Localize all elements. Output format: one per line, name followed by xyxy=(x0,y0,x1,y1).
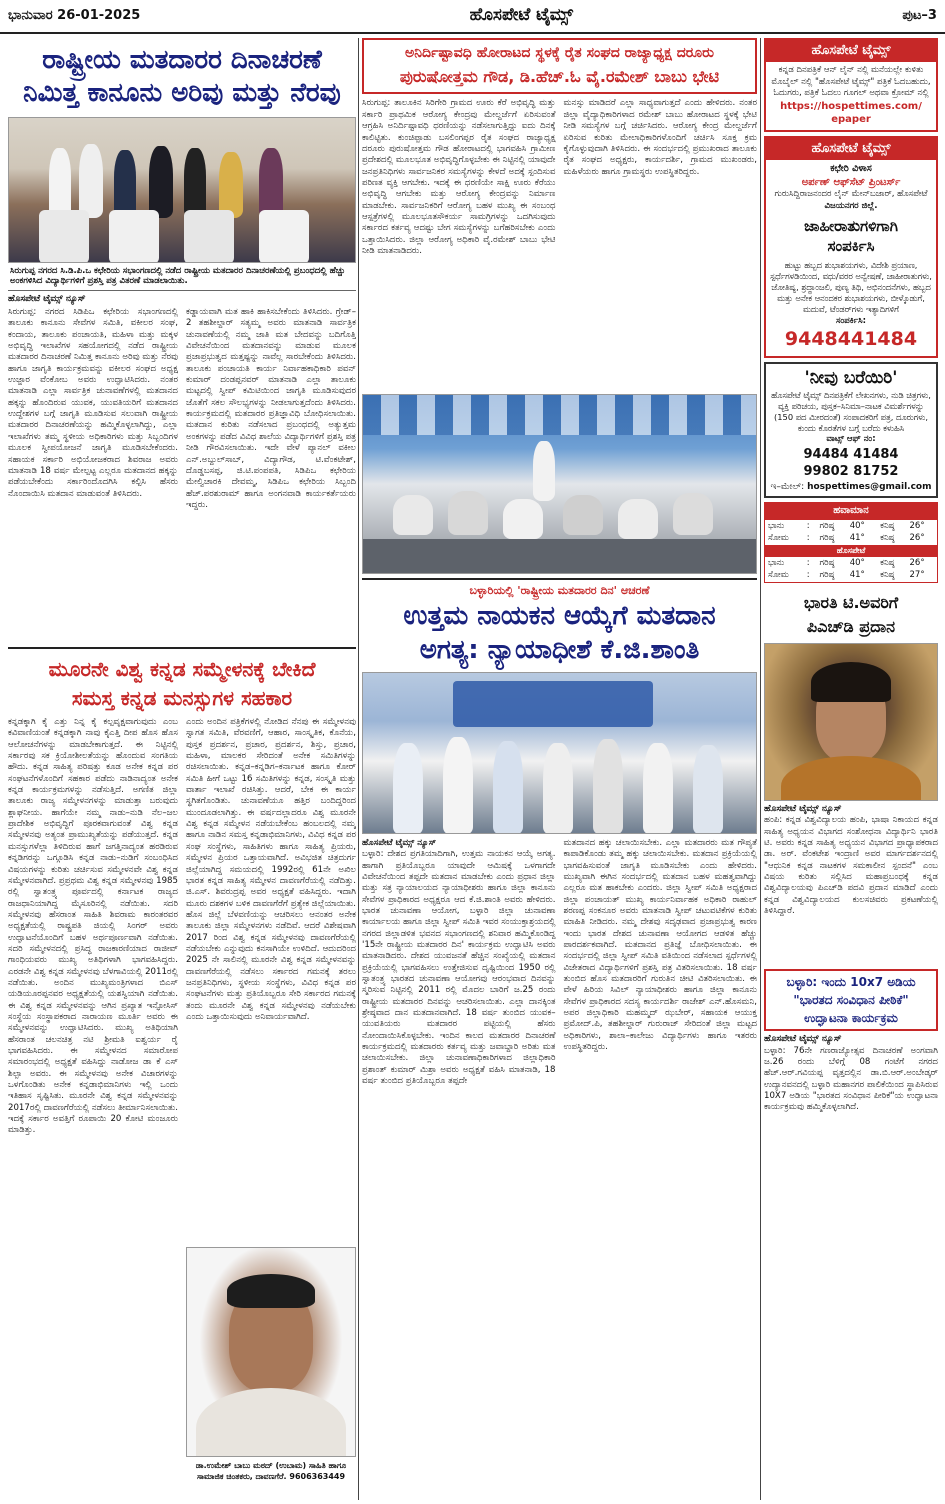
byline: ಹೊಸಪೇಟೆ ಟೈಮ್ಸ್ ನ್ಯೂಸ್ xyxy=(764,1034,842,1045)
article-body: ಸಿರುಗುಪ್ಪ: ತಾಲೂಕಿನ ಸಿರಿಗೇರಿ ಗ್ರಾಮದ ಊರು ಕೆರೆ ಅಭಿವೃದ್ಧಿ ಮತ್ತು ಸರ್ಕಾರಿ ಪ್ರಾಥಮಿಕ ಆರೋಗ್ಯ ಕೇಂದ್ರವು ಮೇಲ್ದರ್ಜೆಗೆ ಏರಿಸುವಂತೆ ಆಗ್ರಹಿಸಿ ಅನಿರ್ದಿಷ್ಟಾವಧಿ ಧರಣಿಯನ್ನು ನಡೆಸಲಾಗುತ್ತಿದ್ದು ಐದು ದಿನಕ್ಕೆ ಕಾಲಿಟ್ಟಿತು. ಕುಂಚಿಪ್ಪಾಡು ಬಸಲಿಂಗಪ್ಪರ ರೈತ ಸಂಘದ ರಾಜ್ಯಾಧ್ಯಕ್ಷ ದರೂರು ಪುರುಷೋತ್ತಮ ಗೌಡ ಹೋರಾಟದಲ್ಲಿ ಭಾಗವಹಿಸಿ ಗ್ರಾಮೀಣ ಪ್ರದೇಶದಲ್ಲಿ ಮೂಲಭೂತ ಅಭಿವೃದ್ಧಿಗೊಳ್ಳಬೇಕು ಈ ನಿಟ್ಟಿನಲ್ಲಿ ಯಾವುದೇ ಜನಪ್ರತಿನಿಧಿಗಳು ಸಾರ್ವಜನಿಕರ ಸಮಸ್ಯೆಗಳನ್ನು ಕೇಳದೆ ಅದಕ್ಕೆ ಸ್ಪಂದಿಸುವ ಪರಿಣತ ವ್ಯಕ್ತಿ ಆಗಬೇಕು. ಇದಕ್ಕೆ ಈ ಧರಣಿಯೇ ಸಾಕ್ಷಿ ಊರು ಕೆರೆಯು ಅಭಿವೃದ್ಧಿ ಆಗಬೇಕು ಮತ್ತು ಆರೋಗ್ಯ ಕೇಂದ್ರವನ್ನು ನಿರ್ಮಾಣ ಮಾಡಬೇಕು. ಸಾರ್ವಜನಿಕರಿಗೆ ಆರೋಗ್ಯ ಬಹಳ ಮುಖ್ಯ ಈ ಸಂಬಂಧ ಆಸ್ಪತ್ರೆಗಳಲ್ಲಿ ಮೂಲಭೂತಸೌಕರ್ಯ ಸಾಮಗ್ರಿಗಳನ್ನು ಒದಗಿಸುವುದು ಸರ್ಕಾರದ ಕರ್ತವ್ಯ ಆದಷ್ಟು ಬೇಗ ಸಮಸ್ಯೆಗಳನ್ನು ಬಗೆಹರಿಸಬೇಕು ಎಂದು ಒತ್ತಾಯಿಸಿದರು. ಜಿಲ್ಲಾ ಆರೋಗ್ಯ ಅಧಿಕಾರಿ ವೈ.ರಮೇಶ್ ಬಾಬು ಭೇಟಿ ನೀಡಿ ಮಾತನಾಡಿದರು. ಮನಸ್ಸು ಮಾಡಿದರೆ ಎಲ್ಲಾ ಸಾಧ್ಯವಾಗುತ್ತದೆ ಎಂದು ಹೇಳಿದರು. ನಂತರ ಜಿಲ್ಲಾ ವೈದ್ಯಾಧಿಕಾರಿಗಳಾದ ರಮೇಶ್ ಬಾಬು ಹೋರಾಟದ ಸ್ಥಳಕ್ಕೆ ಭೇಟಿ ನೀಡಿ ಸಮಸ್ಯೆಗಳ ಬಗ್ಗೆ ಚರ್ಚಿಸಿದರು. ಆರೋಗ್ಯ ಕೇಂದ್ರ ಮೇಲ್ದರ್ಜೆಗೆ ಏರಿಸುವ ಕುರಿತು ಮೇಲಾಧಿಕಾರಿಗಳೊಂದಿಗೆ ಚರ್ಚಿಸಿ ಸೂಕ್ತ ಕ್ರಮ ಕೈಗೊಳ್ಳುವುದಾಗಿ ತಿಳಿಸಿದರು. ಈ ಸಂದರ್ಭದಲ್ಲಿ ಪ್ರಮುಖರಾದ ತಾಲೂಕು ರೈತ ಸಂಘದ ಅಧ್ಯಕ್ಷರು, ಕಾರ್ಯದರ್ಶಿ, ಗ್ರಾಮದ ಮುಖಂಡರು, ಮಹಿಳೆಯರು ಹಾಗೂ ಗ್ರಾಮಸ್ಥರು ಉಪಸ್ಥಿತರಿದ್ದರು. xyxy=(362,98,757,256)
pledge-photo xyxy=(362,672,757,834)
page-number: ಪುಟ–3 xyxy=(902,7,937,23)
whatsapp-number: 94484 41484 xyxy=(803,446,899,462)
article-headline: ಉತ್ತಮ ನಾಯಕನ ಆಯ್ಕೆಗೆ ಮತದಾನ ಅಗತ್ಯ: ನ್ಯಾಯಾಧೀಶೆ ಕೆ.ಜಿ.ಶಾಂತಿ xyxy=(403,601,716,666)
paper-name: ಹೊಸಪೇಟೆ ಟೈಮ್ಸ್ xyxy=(469,5,574,26)
epaper-ad xyxy=(764,38,938,132)
write-to-us-ad: 'ನೀವು ಬರೆಯಿರಿ' ಹೊಸಪೇಟೆ ಟೈಮ್ಸ್ ದಿನಪತ್ರಿಕೆಗೆ ಲೇಖನಗಳು, ನುಡಿ ಚಿತ್ರಗಳು, ವ್ಯಕ್ತಿ ಪರಿಚಯ, ಪುಸ್ತಕ–ಸಿನಿಮಾ–ನಾಟಕ ವಿಮರ್ಶೆಗಳನ್ನು (150 ಪದ ಮೀರದಂತೆ) ಸಂಪಾದಕರಿಗೆ ಪತ್ರ, ದೂರುಗಳು, ಕುಂದು ಕೊರತೆಗಳ ಬಗ್ಗೆ ಬರೆದು ಕಳುಹಿಸಿ ವಾಟ್ಸ್ ಆಫ್ ನಂ: 94484 41484 99802 81752 ಇ–ಮೇಲ್: hospettimes@gmail.com xyxy=(764,362,938,498)
byline: ಹೊಸಪೇಟೆ ಟೈಮ್ಸ್ ನ್ಯೂಸ್ xyxy=(8,293,86,304)
weather-row: ಭಾನು : ಗರಿಷ್ಠ 40° ಕನಿಷ್ಠ 26° xyxy=(768,557,925,568)
article-body: ಹಂಪಿ: ಕನ್ನಡ ವಿಶ್ವವಿದ್ಯಾಲಯ ಹಂಪಿ, ಭಾಷಾ ನಿಕಾಯದ ಕನ್ನಡ ಸಾಹಿತ್ಯ ಅಧ್ಯಯನ ವಿಭಾಗದ ಸಂಶೋಧನಾ ವಿದ್ಯಾರ್ಥಿನಿ ಭಾರತಿ ಟಿ. ಅವರು ಕನ್ನಡ ಸಾಹಿತ್ಯ ಅಧ್ಯಯನ ವಿಭಾಗದ ಪ್ರಾಧ್ಯಾಪಕರಾದ ಡಾ. ಅರ್. ವೆಂಕಟೇಶ ಇಂದ್ರಾಣಿ ಅವರ ಮಾರ್ಗದರ್ಶನದಲ್ಲಿ "ಆಧುನಿಕ ಕನ್ನಡ ನಾಟಕಗಳ ಸಮಕಾಲೀನ ಸ್ಪಂದನೆ" ಎಂಬ ವಿಷಯ ಕುರಿತು ಸಲ್ಲಿಸಿದ ಮಹಾಪ್ರಬಂಧಕ್ಕೆ ಕನ್ನಡ ವಿಶ್ವವಿದ್ಯಾಲಯವು ಪಿಎಚ್‌ಡಿ ಪದವಿ ಪ್ರದಾನ ಮಾಡಿದೆ ಎಂದು ಕನ್ನಡ ವಿಶ್ವವಿದ್ಯಾಲಯದ ಕುಲಸಚಿವರು ಪ್ರಕಟಣೆಯಲ್ಲಿ ತಿಳಿಸಿದ್ದಾರೆ. xyxy=(764,815,938,917)
column-rule xyxy=(760,38,761,1500)
article-headline: ಬಳ್ಳಾರಿ: ಇಂದು 10x7 ಅಡಿಯ "ಭಾರತದ ಸಂವಿಧಾನ ಪೀಠಿಕೆ" ಉದ್ಘಾಟನಾ ಕಾರ್ಯಕ್ರಮ xyxy=(764,969,938,1031)
column-rule xyxy=(358,38,359,1500)
ad-title: ಹೊಸಪೇಟೆ ಟೈಮ್ಸ್ xyxy=(766,40,936,62)
masthead xyxy=(0,0,945,34)
byline: ಹೊಸಪೇಟೆ ಟೈಮ್ಸ್ ನ್ಯೂಸ್ xyxy=(764,804,842,815)
article-world-kannada-conference xyxy=(8,653,356,1504)
weather-subtitle: ಹೊಸಪೇಟೆ xyxy=(765,545,937,557)
article-headline: ಭಾರತಿ ಟಿ.ಅವರಿಗೆ ಪಿಎಚ್‌ಡಿ ಪ್ರದಾನ xyxy=(803,593,899,637)
portrait-photo xyxy=(764,643,938,801)
article-protest-sirigeri xyxy=(362,38,757,574)
ad-heading: ಜಾಹೀರಾತುಗಳಿಗಾಗಿ xyxy=(804,217,898,236)
article-constitution-preamble xyxy=(764,969,938,1129)
ad-phone: 9448441484 xyxy=(784,328,918,351)
epaper-link-suffix[interactable]: epaper xyxy=(831,114,871,126)
byline: ಹೊಸಪೇಟೆ ಟೈಮ್ಸ್ ನ್ಯೂಸ್ xyxy=(362,837,437,848)
advertising-ad: ಹೊಸಪೇಟೆ ಟೈಮ್ಸ್ ಕಛೇರಿ ವಿಳಾಸ ಅರ್ಪಣ್ ಆಫ್‌ಸೆಟ್ ಪ್ರಿಂಟರ್ಸ್ ಗುರುಸಿದ್ದಿರಾಜನಂದರ ಲೈನ್ ಮೇನ್‌ಬಜಾರ್, ಹೊಸಪೇಟೆ ವಿಜಯನಗರ ಜಿಲ್ಲೆ. ಜಾಹೀರಾತುಗಳಿಗಾಗಿ ಸಂಪರ್ಕಿಸಿ ಹುಟ್ಟು ಹಬ್ಬದ ಶುಭಾಶಯಗಳು, ವಿದೇಶಿ ಪ್ರಯಾಣ, ಸ್ಪರ್ಧೆಗಳಡಿಯಿಂದ, ವಧು/ವರರ ಅನ್ವೇಷಣೆ, ಜಾಹೀರಾತುಗಳು, ಜೋತಿಷ್ಯ, ಶ್ರದ್ಧಾಂಜಲಿ, ಪುಣ್ಯ ತಿಥಿ, ಅಭಿನಂದನೆಗಳು, ಹಬ್ಬದ ಮತ್ತು ಅನೇಕ ಆನಂದಕರ ಶುಭಾಶಯಗಳು, ಬೀಳ್ಕೊಡುಗೆ, ಮದುವೆ, ಟೆಂಡರ್‌ಗಳು ಇತ್ಯಾದಿಗಳಿಗೆ ಸಂಪರ್ಕಿಸಿ: 9448441484 xyxy=(764,136,938,358)
article-phd-award xyxy=(764,591,938,965)
weather-box xyxy=(764,502,938,583)
weather-row: ಸೋಮ : ಗರಿಷ್ಠ 41° ಕನಿಷ್ಠ 27° xyxy=(768,570,925,581)
weather-table xyxy=(765,520,937,545)
event-photo xyxy=(8,117,356,263)
article-voters-day-sirugappa xyxy=(8,38,356,643)
column-right xyxy=(764,38,938,1130)
article-headline: ಅನಿರ್ದಿಷ್ಟಾವಧಿ ಹೋರಾಟದ ಸ್ಥಳಕ್ಕೆ ರೈತ ಸಂಘದ ರಾಜ್ಯಾಧ್ಯಕ್ಷ ದರೂರು ಪುರುಷೋತ್ತಮ ಗೌಡ, ಡಿ.ಹೆಚ್.ಓ ವೈ.ರಮೇಶ್ ಬಾಬು ಭೇಟಿ xyxy=(362,38,757,94)
article-body: ಹೊಸಪೇಟೆ ಟೈಮ್ಸ್ ನ್ಯೂಸ್ ಬಳ್ಳಾರಿ: ದೇಶದ ಪ್ರಗತಿಯಾದಿಗಾಗಿ, ಉತ್ತಮ ನಾಯಕನ ಆಯ್ಕೆ ಅಗತ್ಯ. ಹಾಗಾಗಿ ಪ್ರತಿಯೊಬ್ಬರೂ ಯಾವುದೇ ಆಮಿಷಕ್ಕೆ ಒಳಗಾಗದೇ ವಿವೇಚನೆಯಿಂದ ತಪ್ಪದೇ ಮತದಾನ ಮಾಡಬೇಕು ಎಂದು ಪ್ರಧಾನ ಜಿಲ್ಲಾ ಮತ್ತು ಸತ್ರ ನ್ಯಾಯಾಲಯದ ನ್ಯಾಯಾಧೀಶರು ಹಾಗೂ ಜಿಲ್ಲಾ ಕಾನೂನು ಸೇವೆಗಳ ಪ್ರಾಧಿಕಾರದ ಅಧ್ಯಕ್ಷರೂ ಆದ ಕೆ.ಜಿ.ಶಾಂತಿ ಅವರು ಹೇಳಿದರು. ಭಾರತ ಚುನಾವಣಾ ಆಯೋಗ, ಬಳ್ಳಾರಿ ಜಿಲ್ಲಾ ಚುನಾವಣಾ ಕಾರ್ಯಾಲಯ ಹಾಗೂ ಜಿಲ್ಲಾ ಸ್ವೀಪ್ ಸಮಿತಿ ಇವರ ಸಂಯುಕ್ತಾಶ್ರಯದಲ್ಲಿ ನಗರದ ಜಿಲ್ಲಾಡಳಿತ ಭವನದ ಸಭಾಂಗಣದಲ್ಲಿ ಶನಿವಾರ ಹಮ್ಮಿಕೊಂಡಿದ್ದ '15ನೇ ರಾಷ್ಟ್ರೀಯ ಮತದಾರರ ದಿನ' ಕಾರ್ಯಕ್ರಮ ಉದ್ಘಾಟಿಸಿ ಅವರು ಮಾತನಾಡಿದರು. ದೇಶದ ಯುವಜನತೆ ಹೆಚ್ಚಿನ ಸಂಖ್ಯೆಯಲ್ಲಿ ಮತದಾನ ಪ್ರಕ್ರಿಯೆಯಲ್ಲಿ ಭಾಗವಹಿಸಲು ಉತ್ತೇಜಿಸುವ ದೃಷ್ಟಿಯಿಂದ 1950 ರಲ್ಲಿ ಸ್ವಾತಂತ್ರ್ಯ ಭಾರತದ ಚುನಾವಣಾ ಆಯೋಗವು ಆರಂಭವಾದ ದಿನವನ್ನು ಸ್ಮರಿಸುವ ನಿಟ್ಟಿನಲ್ಲಿ 2011 ರಲ್ಲಿ ಮೊದಲ ಬಾರಿಗೆ ಜ.25 ರಂದು ರಾಷ್ಟ್ರೀಯ ಮತದಾರರ ದಿನವನ್ನು ಆಚರಿಸಲಾಯಿತು. ಎಲ್ಲಾ ದಾನಕ್ಕಿಂತ ಶ್ರೇಷ್ಠವಾದ ದಾನ ಮತದಾನವಾಗಿದೆ. 18 ವರ್ಷ ತುಂಬಿದ ಯುವಕ–ಯುವತಿಯರು ಮತದಾರರ ಪಟ್ಟಿಯಲ್ಲಿ ಹೆಸರು ನೋಂದಾಯಿಸಿಕೊಳ್ಳಬೇಕು. ಇಂದಿನ ಕಾಲದ ಮತದಾರರ ದಿನಾಚರಣೆ ಕಾರ್ಯಕ್ರಮದಲ್ಲಿ ಮತದಾರರು ಕರ್ತವ್ಯ ಮತ್ತು ಜವಾಬ್ದಾರಿ ಅರಿತು ಮತ ಚಲಾಯಿಸಬೇಕು. ಜಿಲ್ಲಾ ಚುನಾವಣಾಧಿಕಾರಿಗಳಾದ ಜಿಲ್ಲಾಧಿಕಾರಿ ಪ್ರಶಾಂತ್ ಕುಮಾರ್ ಮಿಶ್ರಾ ಅವರು ಅಧ್ಯಕ್ಷತೆ ವಹಿಸಿ ಮಾತನಾಡಿ, 18 ವರ್ಷ ತುಂಬಿದ ಪ್ರತಿಯೊಬ್ಬರೂ ತಪ್ಪದೇ ಮತದಾನದ ಹಕ್ಕು ಚಲಾಯಿಸಬೇಕು. ಎಲ್ಲಾ ಮತದಾರರು ಮತ ಗೌಪ್ಯತೆ ಕಾಪಾಡಿಕೊಂಡು ತಮ್ಮ ಹಕ್ಕು ಚಲಾಯಿಸಬೇಕು. ಮತದಾನ ಪ್ರಕ್ರಿಯೆಯಲ್ಲಿ ಭಾಗವಹಿಸುವಂತೆ ಜಾಗೃತಿ ಮೂಡಿಸಬೇಕು ಎಂದು ಹೇಳಿದರು. ಮುಖ್ಯವಾಗಿ ಈಗಿನ ಸಂದರ್ಭದಲ್ಲಿ ಮತದಾನ ಬಹಳ ಮಹತ್ವವಾಗಿದ್ದು ಎಲ್ಲರೂ ಮತ ಹಾಕಬೇಕು ಎಂದರು. ಜಿಲ್ಲಾ ಸ್ವೀಪ್ ಸಮಿತಿ ಅಧ್ಯಕ್ಷರಾದ ಜಿಲ್ಲಾ ಪಂಚಾಯತ್ ಮುಖ್ಯ ಕಾರ್ಯನಿರ್ವಾಹಕ ಅಧಿಕಾರಿ ರಾಹುಲ್ ಶರಣಪ್ಪ ಸಂಕನೂರ ಅವರು ಮಾತನಾಡಿ ಸ್ವೀಪ್ ಚಟುವಟಿಕೆಗಳ ಕುರಿತು ಮಾಹಿತಿ ನೀಡಿದರು. ನಮ್ಮ ದೇಶವು ಸದೃಢವಾದ ಪ್ರಜಾಪ್ರಭುತ್ವ ಕಾರಣ ಇಂದು ಭಾರತ ದೇಶದ ಚುನಾವಣಾ ಆಯೋಗದ ಆಡಳಿತ ಹೆಚ್ಚು ಪಾರದರ್ಶಕವಾಗಿದೆ. ಮತದಾನದ ಪ್ರತಿಜ್ಞೆ ಬೋಧಿಸಲಾಯಿತು. ಈ ಸಂದರ್ಭದಲ್ಲಿ ಜಿಲ್ಲಾ ಸ್ವೀಪ್ ಸಮಿತಿ ವತಿಯಿಂದ ನಡೆಸಲಾದ ಸ್ಪರ್ಧೆಗಳಲ್ಲಿ ವಿಜೇತರಾದ ವಿದ್ಯಾರ್ಥಿಗಳಿಗೆ ಪ್ರಶಸ್ತಿ ಪತ್ರ ವಿತರಿಸಲಾಯಿತು. 18 ವರ್ಷ ತುಂಬಿದ ಹೊಸ ಮತದಾರರಿಗೆ ಗುರುತಿನ ಚೀಟಿ ವಿತರಿಸಲಾಯಿತು. ಈ ವೇಳೆ ಹಿರಿಯ ಸಿವಿಲ್ ನ್ಯಾಯಾಧೀಶರು ಹಾಗೂ ಜಿಲ್ಲಾ ಕಾನೂನು ಸೇವೆಗಳ ಪ್ರಾಧಿಕಾರದ ಸದಸ್ಯ ಕಾರ್ಯದರ್ಶಿ ರಾಜೇಶ್ ಎನ್.ಹೊಸಮನಿ, ಅಪರ ಜಿಲ್ಲಾಧಿಕಾರಿ ಮಹಮ್ಮದ್ ಝಬೇರ್, ಸಹಾಯಕ ಆಯುಕ್ತ ಪ್ರಮೋದ್.ಪಿ, ತಹಶೀಲ್ದಾರ್ ಗುರುರಾಜ್ ಸೇರಿದಂತೆ ಜಿಲ್ಲಾ ಮಟ್ಟದ ಅಧಿಕಾರಿಗಳು, ಶಾಲಾ–ಕಾಲೇಜು ವಿದ್ಯಾರ್ಥಿಗಳು ಹಾಗೂ ಇತರರು ಉಪಸ್ಥಿತರಿದ್ದರು. xyxy=(362,837,757,1087)
article-body: ಕನ್ನಡಕ್ಕಾಗಿ ಕೈ ಎತ್ತು ನಿನ್ನ ಕೈ ಕಲ್ಪವೃಕ್ಷವಾಗುವುದು ಎಂಬ ಕವಿವಾಣಿಯಂತೆ ಕನ್ನಡಕ್ಕಾಗಿ ನಾವು ಕೈಎತ್ತಿ ದೀಪ ಹೊಸ ಹೊಸ ಆಲೋಚನೆಗಳನ್ನು ಮಾಡಬೇಕಾಗುತ್ತದೆ. ಈ ನಿಟ್ಟಿನಲ್ಲಿ ಸರ್ಕಾರವು ಸಕ ಕ್ರಿಯೋಶೀಲತೆಯನ್ನು ಹೊಂದುವ ಸಂಗತಿಯ ಹೌದು. ಕನ್ನಡ ಸಾಹಿತ್ಯ ಪರಿಷತ್ತು ಕೂಡ ಅನೇಕ ಕನ್ನಡ ಪರ ಸಂಘಟನೆಗಳೊಂದಿಗೆ ಸಹಕಾರ ಪಡೆದು ನಾಡಿನಾದ್ಯಂತ ಅನೇಕ ಕನ್ನಡ ಕಾರ್ಯಕ್ರಮಗಳನ್ನು ನಡೆಸುತ್ತಿದೆ. ಅಗಣಿತ ಜಿಲ್ಲಾ ತಾಲೂಕು ರಾಜ್ಯ ಸಮ್ಮೇಳನಗಳನ್ನು ಮಾಡುತ್ತಾ ಬರುವುದು ಶ್ಲಾಘನೀಯ. ಹಾಗೆಯೇ ನಮ್ಮ ನಾಡು–ನುಡಿ ನೆಲ–ಜಲ ಪ್ರಾದೇಶಿಕ ಅಭಿವೃದ್ಧಿಗೆ ಪೂರಕವಾಗುವಂತೆ ವಿಶ್ವ ಕನ್ನಡ ಸಮ್ಮೇಳನವು ಅತ್ಯಂತ ಪ್ರಾಮುಖ್ಯತೆಯನ್ನು ಪಡೆಯುತ್ತದೆ. ಕನ್ನಡ ಮನಸ್ಸುಗಳೆಲ್ಲಾ ತಿಳಿದಿರುವ ಹಾಗೆ ಜಗತ್ತಿನಾದ್ಯಂತ ಹರಡಿರುವ ಕನ್ನಡಿಗರನ್ನು ಒಗ್ಗೂಡಿಸಿ ಕನ್ನಡ ನಾಡು–ನುಡಿಗೆ ಸಂಬಂಧಿಸಿದ ವಿಷಯಗಳನ್ನು ಕುರಿತು ಚರ್ಚಿಸುವ ಸಮ್ಮೇಳನವೇ ವಿಶ್ವ ಕನ್ನಡ ಸಮ್ಮೇಳನವಾಗಿದೆ. ಪ್ರಪ್ರಥಮ ವಿಶ್ವ ಕನ್ನಡ ಸಮ್ಮೇಳನವು 1985 ರಲ್ಲಿ ಸ್ವಾತಂತ್ರ್ಯ ಪೂರ್ವದಲ್ಲಿ ಕರ್ನಾಟಕ ರಾಜ್ಯದ ರಾಜಧಾನಿಯಾಗಿದ್ದ ಮೈಸೂರಿನಲ್ಲಿ ನಡೆಯಿತು. ಸದರಿ ಸಮ್ಮೇಳನವು ಹೆಸರಾಂತ ಸಾಹಿತಿ ಶಿವರಾಮ ಕಾರಂತರವರ ಅಧ್ಯಕ್ಷತೆಯಲ್ಲಿ ರಾಷ್ಟ್ರಪತಿ ಜಿಯಲ್ಲಿ ಸಿಂಗರ್ ಅವರು ಉದ್ಘಾಟನೆಯೊಂದಿಗೆ ಬಹಳ ಅರ್ಥಪೂರ್ಣವಾಗಿ ನಡೆಯಿತು. ಸದರಿ ಸಮ್ಮೇಳನದಲ್ಲಿ ಪ್ರಸಿದ್ಧ ರಾಜಕಾರಣಿಯಾದ ರಾಜೀವ್ ಗಾಂಧಿಯವರು ಮುಖ್ಯ ಅತಿಥಿಗಳಾಗಿ ಭಾಗವಹಿಸಿದ್ದರು. ಎರಡನೇ ವಿಶ್ವ ಕನ್ನಡ ಸಮ್ಮೇಳನವು ಬೆಳಗಾವಿಯಲ್ಲಿ 2011ರಲ್ಲಿ ನಡೆಯಿತು. ಅಂದಿನ ಮುಖ್ಯಮಂತ್ರಿಗಳಾದ ಬಿಎಸ್ ಯಡಿಯೂರಪ್ಪನವರ ಅಧ್ಯಕ್ಷತೆಯಲ್ಲಿ ಯಶಸ್ವಿಯಾಗಿ ನಡೆಯಿತು. ಈ ವಿಶ್ವ ಕನ್ನಡ ಸಮ್ಮೇಳನವನ್ನು ಆಗಿನ ಪ್ರಖ್ಯಾತ ಇನ್ಫೋಸಿಸ್ ಸಂಸ್ಥೆಯ ಸಂಸ್ಥಾಪಕರಾದ ನಾರಾಯಣ ಮೂರ್ತಿ ಅವರು ಈ ಸಮ್ಮೇಳನವನ್ನು ಉದ್ಘಾಟಿಸಿದರು. ಮುಖ್ಯ ಅತಿಥಿಯಾಗಿ ಹೆಸರಾಂತ ಚಲನಚಿತ್ರ ನಟಿ ಶ್ರೀಮತಿ ಐಶ್ವರ್ಯ ರೈ ಭಾಗವಹಿಸಿದರು. ಈ ಸಮ್ಮೇಳನದ ಸಮಾರೋಪ ಸಮಾರಂಭದಲ್ಲಿ ಅಧ್ಯಕ್ಷತೆ ವಹಿಸಿದ್ದು ನಾಡೋಜ ಡಾ ಕೆ ಎಸ್ ಶಿಲ್ಪಾ ಅವರು. ಈ ಸಮ್ಮೇಳನವು ಅನೇಕ ವಿಚಾರಗಳನ್ನು ಒಳಗೊಂಡಿತು ಅನೇಕ ಕನ್ನಡಾಭಿಮಾನಿಗಳು ಇಲ್ಲಿ ಒಂದು ಇತಿಹಾಸ ಸೃಷ್ಟಿಸಿತು. ಮೂರನೇ ವಿಶ್ವ ಕನ್ನಡ ಸಮ್ಮೇಳನವನ್ನು 2017ರಲ್ಲಿ ದಾವಣಗೆರೆಯಲ್ಲಿ ನಡೆಸಲು ತೀರ್ಮಾನಿಸಲಾಯಿತು. ಇದಕ್ಕೆ ಸರ್ಕಾರ ಅವತ್ತಿಗೆ ರೂಪಾಯಿ 20 ಕೋಟಿ ಮಂಜೂರು ಮಾಡಿತ್ತು. ಎಂದು ಅಂದಿನ ಪತ್ರಿಕೆಗಳಲ್ಲಿ ನೋಡಿದ ನೆನಪು ಈ ಸಮ್ಮೇಳನವು ಸ್ವಾಗತ ಸಮಿತಿ, ವೆರವಣಿಗೆ, ಆಹಾರ, ಸಾಂಸ್ಕೃತಿಕ, ಕೊನೆಯ, ಪುಸ್ತಕ ಪ್ರದರ್ಶನ, ಪ್ರಚಾರ, ಪ್ರದರ್ಶನ, ಶಿಸ್ತು, ಪ್ರಚಾರ, ಮಹಿಳಾ, ಮಾಲಕರ ಸೇರಿದಂತೆ ಅನೇಕ ಸಮಿತಿಗಳನ್ನು ರಚಿಸಲಾಯಿತು. ಕನ್ನಡ–ಕನ್ನಡಿಗ–ಕರ್ನಾಟಕ ಹಾಗೂ ಕೋರ್ ಸಮಿತಿ ಹೀಗೆ ಒಟ್ಟು 16 ಸಮಿತಿಗಳನ್ನು ಕನ್ನಡ, ಸಂಸ್ಕೃತಿ ಮತ್ತು ವಾರ್ತಾ ಇಲಾಖೆ ರಚಿಸಿತ್ತು. ಆದರೆ, ಬೇಕ ಈ ಕಾರ್ಯ ಸ್ಥಗಿತಗೊಂಡಿತು. ಚುನಾವಣೆಯೂ ಹತ್ತಿರ ಬಂದಿದ್ದರಿಂದ ಮುಂದೂಡಲಾಗಿತ್ತು. ಈ ವರ್ಷದಲ್ಲಾದರೂ ವಿಶ್ವ ಮೂರನೇ ವಿಶ್ವ ಕನ್ನಡ ಸಮ್ಮೇಳನ ನಡೆಯಬೇಕೆಂಬ ಹಂಬಲದಲ್ಲಿ ನಮ್ಮ ಹಾಗೂ ನಾಡಿನ ಸಮಸ್ತ ಕನ್ನಡಾಭಿಮಾನಿಗಳು, ವಿವಿಧ ಕನ್ನಡ ಪರ ಸಂಘ ಸಂಸ್ಥೆಗಳು, ಸಾಹಿತಿಗಳು ಹಾಗೂ ಸಾಹಿತ್ಯ ಪ್ರಿಯರು, ಸಮ್ಮೇಳನ ಪ್ರಿಯರ ಒತ್ತಾಯವಾಗಿದೆ. ಅವಿಭಜಿತ ಚಿತ್ರದುರ್ಗ ಜಿಲ್ಲೆಯಾಗಿದ್ದ ಸಮಯದಲ್ಲಿ 1992ರಲ್ಲಿ 61ನೇ ಅಖಿಲ ಭಾರತ ಕನ್ನಡ ಸಾಹಿತ್ಯ ಸಮ್ಮೇಳನ ದಾವಣಗೆರೆಯಲ್ಲಿ ನಡೆದಿತ್ತು. ಜಿ.ಎಸ್. ಶಿವರುದ್ರಪ್ಪ ಅವರ ಅಧ್ಯಕ್ಷತೆ ವಹಿಸಿದ್ದರು. ಇದಾಗಿ ಮೂರು ದಶಕಗಳ ಬಳಿಕ ದಾವಣಗೆರೆಗೆ ಪ್ರತ್ಯೇಕ ಜಿಲ್ಲೆಯಾಯಿತು. ಹೊಸ ಜಿಲ್ಲೆ ಬೆಳವಣಿಯನ್ನು ಆಚರಿಸಲು ಆನಂತರ ಅನೇಕ ತಾಲೂಕು ಜಿಲ್ಲಾ ಸಮ್ಮೇಳನಗಳು ನಡೆದಿವೆ. ಆದರೆ ವಿಶೇಷವಾಗಿ 2017 ರಿಂದ ವಿಶ್ವ ಕನ್ನಡ ಸಮ್ಮೇಳನವು ದಾವಣಗೆರೆಯಲ್ಲಿ ನಡೆಯಬೇಕು ಎನ್ನುವುದು ಕನಸಾಗಿಯೇ ಉಳಿದಿದೆ. ಆದುದರಿಂದ 2025 ನೇ ಸಾಲಿನಲ್ಲಿ ಮೂರನೇ ವಿಶ್ವ ಕನ್ನಡ ಸಮ್ಮೇಳನವನ್ನು ದಾವಣಗೆರೆಯಲ್ಲಿ ನಡೆಸಲು ಸರ್ಕಾರದ ಗಮನಕ್ಕೆ ತರಲು ಜನಪ್ರತಿನಿಧಿಗಳು, ಸ್ಥಳೀಯ ಸಂಸ್ಥೆಗಳು, ವಿವಿಧ ಕನ್ನಡ ಪರ ಸಂಘಟನೆಗಳು ಮತ್ತು ಪ್ರತಿಯೊಬ್ಬರೂ ಸೇರಿ ಸರ್ಕಾರದ ಗಮನಕ್ಕೆ ತಂದು ಮೂರನೇ ವಿಶ್ವ ಕನ್ನಡ ಸಮ್ಮೇಳನವು ನಡೆಯಬೇಕು ಎಂದು ಒತ್ತಾಯಿಸುವುದು ಅನಿವಾರ್ಯವಾಗಿದೆ. ಡಾ.ಉಮೇಶ್ ಬಾಬು ಮಠದ್ (ಉಬಾಮ) ಸಾಹಿತಿ ಹಾಗೂ ಸಾಮಾಜಿಕ ಚಿಂತಕರು, ದಾವಣಗೆರೆ. 9606363449 xyxy=(8,717,356,1481)
article-headline: ರಾಷ್ಟ್ರೀಯ ಮತದಾರರ ದಿನಾಚರಣೆ ನಿಮಿತ್ತ ಕಾನೂನು ಅರಿವು ಮತ್ತು ನೆರವು xyxy=(23,45,341,109)
email-link[interactable]: hospettimes@gmail.com xyxy=(807,481,932,492)
section-divider xyxy=(8,647,356,649)
ad-heading: 'ನೀವು ಬರೆಯಿರಿ' xyxy=(804,367,898,388)
ad-title: ಹೊಸಪೇಟೆ ಟೈಮ್ಸ್ xyxy=(766,138,936,160)
protest-photo xyxy=(362,394,757,574)
author-caption: ಡಾ.ಉಮೇಶ್ ಬಾಬು ಮಠದ್ (ಉಬಾಮ) ಸಾಹಿತಿ ಹಾಗೂ ಸಾಮಾಜಿಕ ಚಿಂತಕರು, ದಾವಣಗೆರೆ. 9606363449 xyxy=(195,1461,347,1481)
weather-table xyxy=(765,557,937,582)
article-voters-day-ballari xyxy=(362,584,757,1487)
whatsapp-number: 99802 81752 xyxy=(803,464,899,480)
issue-date: ಭಾನುವಾರ 26-01-2025 xyxy=(8,7,141,23)
article-body: ಬಳ್ಳಾರಿ: 76ನೇ ಗಣರಾಜ್ಯೋತ್ಸವ ದಿನಾಚರಣೆ ಅಂಗವಾಗಿ ಜ.26 ರಂದು ಬೆಳಿಗ್ಗೆ 08 ಗಂಟೆಗೆ ನಗರದ ಹೆಚ್.ಆರ್.ಗವಿಯಪ್ಪ ವೃತ್ತದಲ್ಲಿನ ಡಾ.ಬಿ.ಆರ್.ಅಂಬೇಡ್ಕರ್ ಉದ್ಯಾನವನದಲ್ಲಿ ಬಳ್ಳಾರಿ ಮಹಾನಗರ ಪಾಲಿಕೆಯಿಂದ ಸ್ಥಾಪಿಸಿರುವ 10X7 ಅಡಿಯ "ಭಾರತದ ಸಂವಿಧಾನ ಪೀಠಿಕೆ"ಯ ಉದ್ಘಾಟನಾ ಕಾರ್ಯಕ್ರಮವು ಹಮ್ಮಿಕೊಳ್ಳಲಾಗಿದೆ. xyxy=(764,1045,938,1113)
weather-row: ಸೋಮ : ಗರಿಷ್ಠ 41° ಕನಿಷ್ಠ 26° xyxy=(768,533,925,544)
weather-title: ಹವಾಮಾನ xyxy=(765,503,937,520)
weather-row: ಭಾನು : ಗರಿಷ್ಠ 40° ಕನಿಷ್ಠ 26° xyxy=(768,520,925,531)
ad-text: ಕನ್ನಡ ದಿನಪತ್ರಿಕೆ ಆನ್ ಲೈನ್ ನಲ್ಲಿ ಮನೆಯಲ್ಲೇ ಕುಳಿತು ಮೊಬೈಲ್ ನಲ್ಲಿ "ಹೊಸಪೇಟೆ ಟೈಮ್ಸ್" ಪತ್ರಿಕೆ ಓದಬಹುದು, ಓದುಗರು, ಪತ್ರಿಕೆ ಓದಲು ಗೂಗಲ್ ಅಥವಾ ಕ್ರೋಮ್ ನಲ್ಲಿ xyxy=(771,65,931,99)
column-middle xyxy=(362,38,757,1488)
ad-services: ಹುಟ್ಟು ಹಬ್ಬದ ಶುಭಾಶಯಗಳು, ವಿದೇಶಿ ಪ್ರಯಾಣ, ಸ್ಪರ್ಧೆಗಳಡಿಯಿಂದ, ವಧು/ವರರ ಅನ್ವೇಷಣೆ, ಜಾಹೀರಾತುಗಳು, ಜೋತಿಷ್ಯ, ಶ್ರದ್ಧಾಂಜಲಿ, ಪುಣ್ಯ ತಿಥಿ, ಅಭಿನಂದನೆಗಳು, ಹಬ್ಬದ ಮತ್ತು ಅನೇಕ ಆನಂದಕರ ಶುಭಾಶಯಗಳು, ಬೀಳ್ಕೊಡುಗೆ, ಮದುವೆ, ಟೆಂಡರ್‌ಗಳು ಇತ್ಯಾದಿಗಳಿಗೆ xyxy=(770,259,932,315)
photo-caption: ಸಿರುಗುಪ್ಪ ನಗರದ ಸಿ.ಡಿ.ಪಿ.ಒ ಕಛೇರಿಯ ಸಭಾಂಗಣದಲ್ಲಿ ನಡೆದ ರಾಷ್ಟ್ರೀಯ ಮತದಾರರ ದಿನಾಚರಣೆಯಲ್ಲಿ ಪ್ರಬಂಧದಲ್ಲಿ ಹೆಚ್ಚು ಅಂಕಗಳಿಸಿದ ವಿದ್ಯಾರ್ಥಿಗಳಿಗೆ ಪ್ರಶಸ್ತಿ ಪತ್ರ ವಿತರಣೆ ಮಾಡಲಾಯಿತು. xyxy=(8,263,356,291)
article-body: ಸಿರುಗುಪ್ಪ: ನಗರದ ಸಿಡಿಪಿಒ ಕಛೇರಿಯ ಸಭಾಂಗಣದಲ್ಲಿ ತಾಲೂಕು ಕಾನೂನು ಸೇವೆಗಳ ಸಮಿತಿ, ವಕೀಲರ ಸಂಘ, ಕಂದಾಯ, ತಾಲೂಕು ಪಂಚಾಯತಿ, ಮಹಿಳಾ ಮತ್ತು ಮಕ್ಕಳ ಅಭಿವೃದ್ಧಿ ಇಲಾಖೆಗಳ ಸಹಯೋಗದಲ್ಲಿ ನಡೆದ ರಾಷ್ಟ್ರೀಯ ಮತದಾರರ ದಿನಾಚರಣೆ ನಿಮಿತ್ತ ಕಾನೂನು ಅರಿವು ಮತ್ತು ನೆರವು ಹಾಗೂ ಜಾಗೃತಿ ಕಾರ್ಯಕ್ರಮವನ್ನು ವಕೀಲರ ಸಂಘದ ಅಧ್ಯಕ್ಷ ಉಜ್ಜಾರ ವೆಂಕೋಬ ಅವರು ಉದ್ಘಾಟಿಸಿದರು. ನಂತರ ಮಾತನಾಡಿ ಎಲ್ಲಾ ಸಾರ್ವತ್ರಿಕ ಚುನಾವಣೆಗಳಲ್ಲಿ ಮತದಾನದ ಹಕ್ಕನ್ನು ಹೊಂದಿರುವ ಯುವಕ, ಯುವತಿಯರಿಗೆ ಮತದಾನದ ಉದ್ದೇಶಗಳ ಬಗ್ಗೆ ಜಾಗೃತಿ ಮೂಡಿಸುವ ಸಲುವಾಗಿ ರಾಷ್ಟ್ರೀಯ ಮತದಾರರ ದಿನಾಚರಣೆಯನ್ನು ಹಮ್ಮಿಕೊಳ್ಳಲಾಗಿದ್ದು, ಎಲ್ಲಾ ಇಲಾಖೆಗಳು ತಮ್ಮ ಸ್ಥಳೀಯ ಅಧಿಕಾರಿಗಳು ಮತ್ತು ಸಿಬ್ಬಂದಿಗಳ ಮೂಲಕ ಸ್ವೀಪಯೋಜನೆ ಜಾಗೃತಿ ಮೂಡಿಸಬೇಕೆಂದರು. ಸಹಾಯಕ ಸರ್ಕಾರಿ ಅಭಿಯೋಜಕರಾದ ಶಿವರಾಜ ಅವರು ಮಾತನಾಡಿ 18 ವರ್ಷ ಮೇಲ್ಪಟ್ಟ ಎಲ್ಲರೂ ಮತದಾನದ ಹಕ್ಕನ್ನು ಪಡೆಯಬೇಕೆಂದು ಸರ್ಕಾರಿಂದೊದಗಿಸಿ ಕಲ್ಪಿಸಿ ಹೆಸರು ನೊಂದಾಯಿಸಿ ಮತದಾನ ಮಾಡುವಂತೆ ತಿಳಿಸಿದರು. ಕಡ್ಡಾಯವಾಗಿ ಮತ ಹಾಕಿ ಹಾಕಿಸಬೇಕೆಂದು ತಿಳಿಸಿದರು. ಗ್ರೇಡ್–2 ತಹಶೀಲ್ದಾರ್ ಸತ್ಯಮ್ಮ ಅವರು ಮಾತನಾಡಿ ಸಾರ್ವತ್ರಿಕ ಚುನಾವಣೆಯಲ್ಲಿ ನಮ್ಮ ಜಾತಿ ಮತ ಬೇದವನ್ನು ಬದಿಗೊತ್ತಿ ವಿವೇಚನೆಯಿಂದ ಮತದಾನವನ್ನು ಮಾಡುವ ಮೂಲಕ ಪ್ರಜಾಪ್ರಭುತ್ವದ ಮತ್ತಷ್ಟನ್ನು ನಾವೆಲ್ಲ ಸಾರಬೇಕೆಂದು ತಿಳಿಸಿದರು. ತಾಲೂಕು ಪಂಚಾಯತಿ ಕಾರ್ಯ ನಿರ್ವಾಹಕಾಧಿಕಾರಿ ಪವನ್ ಕುಮಾರ್ ದಂಡಪ್ಪನವರ್ ಮಾತನಾಡಿ ಎಲ್ಲಾ ತಾಲೂಕು ಮಟ್ಟದಲ್ಲಿ ಸ್ವೀಪ್ ಕಮಿಟಿಯಿಂದ ಜಾಗೃತಿ ಮೂಡಿಸುವುದರ ಜೊತೆಗೆ ಸಕಲ ಸೌಲಭ್ಯಗಳನ್ನು ನೀಡಲಾಗುತ್ತದೆಂದು ತಿಳಿಸಿದರು. ಕಾರ್ಯಕ್ರಮದಲ್ಲಿ ಮತದಾರರ ಪ್ರತಿಜ್ಞಾವಿಧಿ ಬೋಧಿಸಲಾಯಿತು. ಮತದಾನ ಕುರಿತು ನಡೆಸಲಾದ ಪ್ರಬಂಧದಲ್ಲಿ ಅತ್ಯುತ್ತಮ ಅಂಕಗಳನ್ನು ಪಡೆದ ವಿವಿಧ ಶಾಲೆಯ ವಿದ್ಯಾರ್ಥಿಗಳಿಗೆ ಪ್ರಶಸ್ತಿ ಪತ್ರ ನೀಡಿ ಗೌರವಿಸಲಾಯಿತು. ಇದೇ ವೇಳೆ ಪ್ಯಾನಲ್ ವಕೀಲ ಎನ್.ಅಬ್ದುಲ್‌ಸಾಬ್, ವಿದ್ಯಾಗೌಡ, ಟಿ.ವೆಂಕಟೇಶ್, ದೊಡ್ಡಬಸಪ್ಪ, ಜಿ.ಟಿ.ಪಂಪಪತಿ, ಸಿಡಿಪಿಒ ಕಛೇರಿಯ ಮೇಲ್ವಿಚಾರಕಿ ದೇವಮ್ಮ, ಸಿಡಿಪಿಒ ಕಛೇರಿಯ ಸಿಬ್ಬಂದಿ ಹೆಚ್.ಪರಶುರಾಮ್ ಹಾಗೂ ಅಂಗನವಾಡಿ ಕಾರ್ಯಕರ್ತೆಯರು ಇದ್ದರು. xyxy=(8,307,356,510)
author-photo xyxy=(186,1247,356,1457)
epaper-link[interactable]: https://hospettimes.com/ xyxy=(780,100,922,112)
article-kicker: ಬಳ್ಳಾರಿಯಲ್ಲಿ 'ರಾಷ್ಟ್ರೀಯ ಮತದಾರರ ದಿನ' ಆಚರಣೆ xyxy=(469,584,650,598)
section-divider xyxy=(362,578,757,580)
column-left xyxy=(8,38,356,1504)
article-headline: ಮೂರನೇ ವಿಶ್ವ ಕನ್ನಡ ಸಮ್ಮೇಳನಕ್ಕೆ ಬೇಕಿದೆ ಸಮಸ್ತ ಕನ್ನಡ ಮನಸ್ಸುಗಳ ಸಹಕಾರ xyxy=(48,657,316,711)
